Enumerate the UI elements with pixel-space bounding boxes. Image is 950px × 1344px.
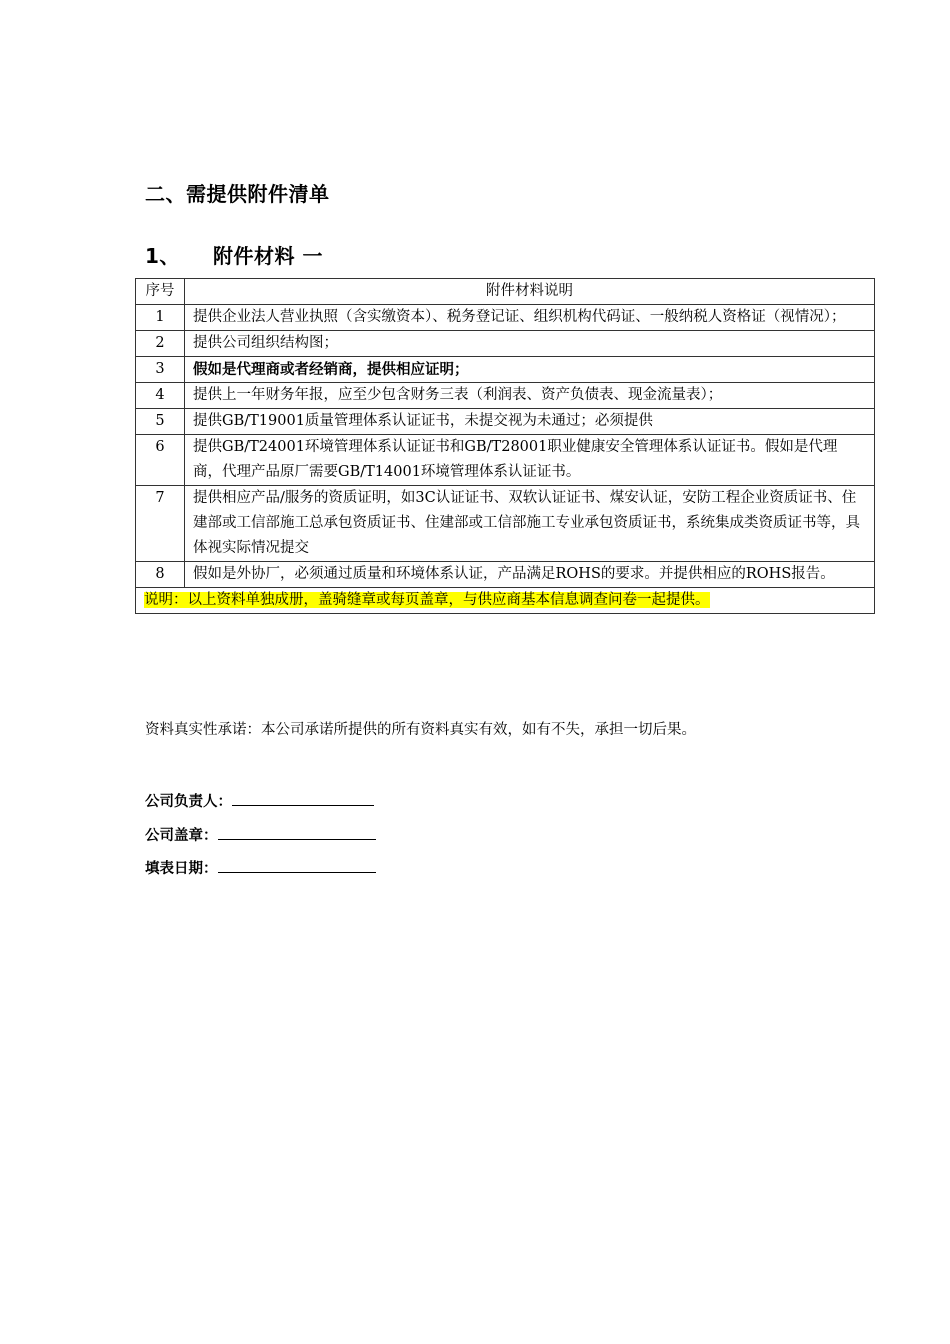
table-note-text: 说明：以上资料单独成册，盖骑缝章或每页盖章，与供应商基本信息调查问卷一起提供。 [144, 592, 710, 608]
signature-date [145, 855, 376, 878]
row-seq: 2 [136, 331, 185, 357]
date-line[interactable] [218, 855, 376, 873]
row-seq: 6 [136, 435, 185, 486]
row-desc: 提供相应产品/服务的资质证明，如3C认证证书、双软认证证书、煤安认证，安防工程企业资质证书、住建部或工信部施工总承包资质证书、住建部或工信部施工专业承包资质证书，系统集成类资质证书等，具体视实际情况提交 [185, 486, 875, 562]
table-row [136, 562, 875, 588]
sub-title-number: 1、 [145, 244, 180, 268]
table-header-row [136, 279, 875, 305]
table-row [136, 357, 875, 383]
row-desc: 提供上一年财务年报，应至少包含财务三表（利润表、资产负债表、现金流量表）； [185, 383, 875, 409]
table-row [136, 383, 875, 409]
row-desc: 提供GB/T19001质量管理体系认证证书，未提交视为未通过；必须提供 [185, 409, 875, 435]
authenticity-promise: 资料真实性承诺：本公司承诺所提供的所有资料真实有效，如有不失，承担一切后果。 [145, 722, 696, 738]
attachment-table [135, 278, 875, 614]
row-desc: 提供GB/T24001环境管理体系认证证书和GB/T28001职业健康安全管理体系认证证书。假如是代理商，代理产品原厂需要GB/T14001环境管理体系认证证书。 [185, 435, 875, 486]
table-row [136, 331, 875, 357]
row-desc: 假如是代理商或者经销商，提供相应证明； [185, 357, 875, 383]
sub-title [145, 240, 323, 269]
table-row [136, 435, 875, 486]
date-label: 填表日期： [145, 861, 218, 877]
signature-responsible [145, 788, 374, 811]
row-seq: 7 [136, 486, 185, 562]
signature-seal [145, 822, 376, 845]
header-desc: 附件材料说明 [185, 279, 875, 305]
seal-label: 公司盖章： [145, 828, 218, 844]
sub-title-text: 附件材料 一 [213, 244, 323, 268]
row-seq: 8 [136, 562, 185, 588]
responsible-label: 公司负责人： [145, 794, 232, 810]
row-seq: 4 [136, 383, 185, 409]
table-row [136, 486, 875, 562]
row-seq: 3 [136, 357, 185, 383]
table-row [136, 409, 875, 435]
row-desc: 提供企业法人营业执照（含实缴资本）、税务登记证、组织机构代码证、一般纳税人资格证（视情况）； [185, 305, 875, 331]
table-note-row [136, 588, 875, 614]
section-title: 二、需提供附件清单 [145, 182, 330, 206]
table-note [136, 588, 875, 614]
responsible-line[interactable] [232, 788, 374, 806]
table-row [136, 305, 875, 331]
row-desc: 假如是外协厂，必须通过质量和环境体系认证，产品满足ROHS的要求。并提供相应的ROHS报告。 [185, 562, 875, 588]
seal-line[interactable] [218, 822, 376, 840]
row-seq: 1 [136, 305, 185, 331]
row-seq: 5 [136, 409, 185, 435]
header-seq: 序号 [136, 279, 185, 305]
row-desc: 提供公司组织结构图； [185, 331, 875, 357]
